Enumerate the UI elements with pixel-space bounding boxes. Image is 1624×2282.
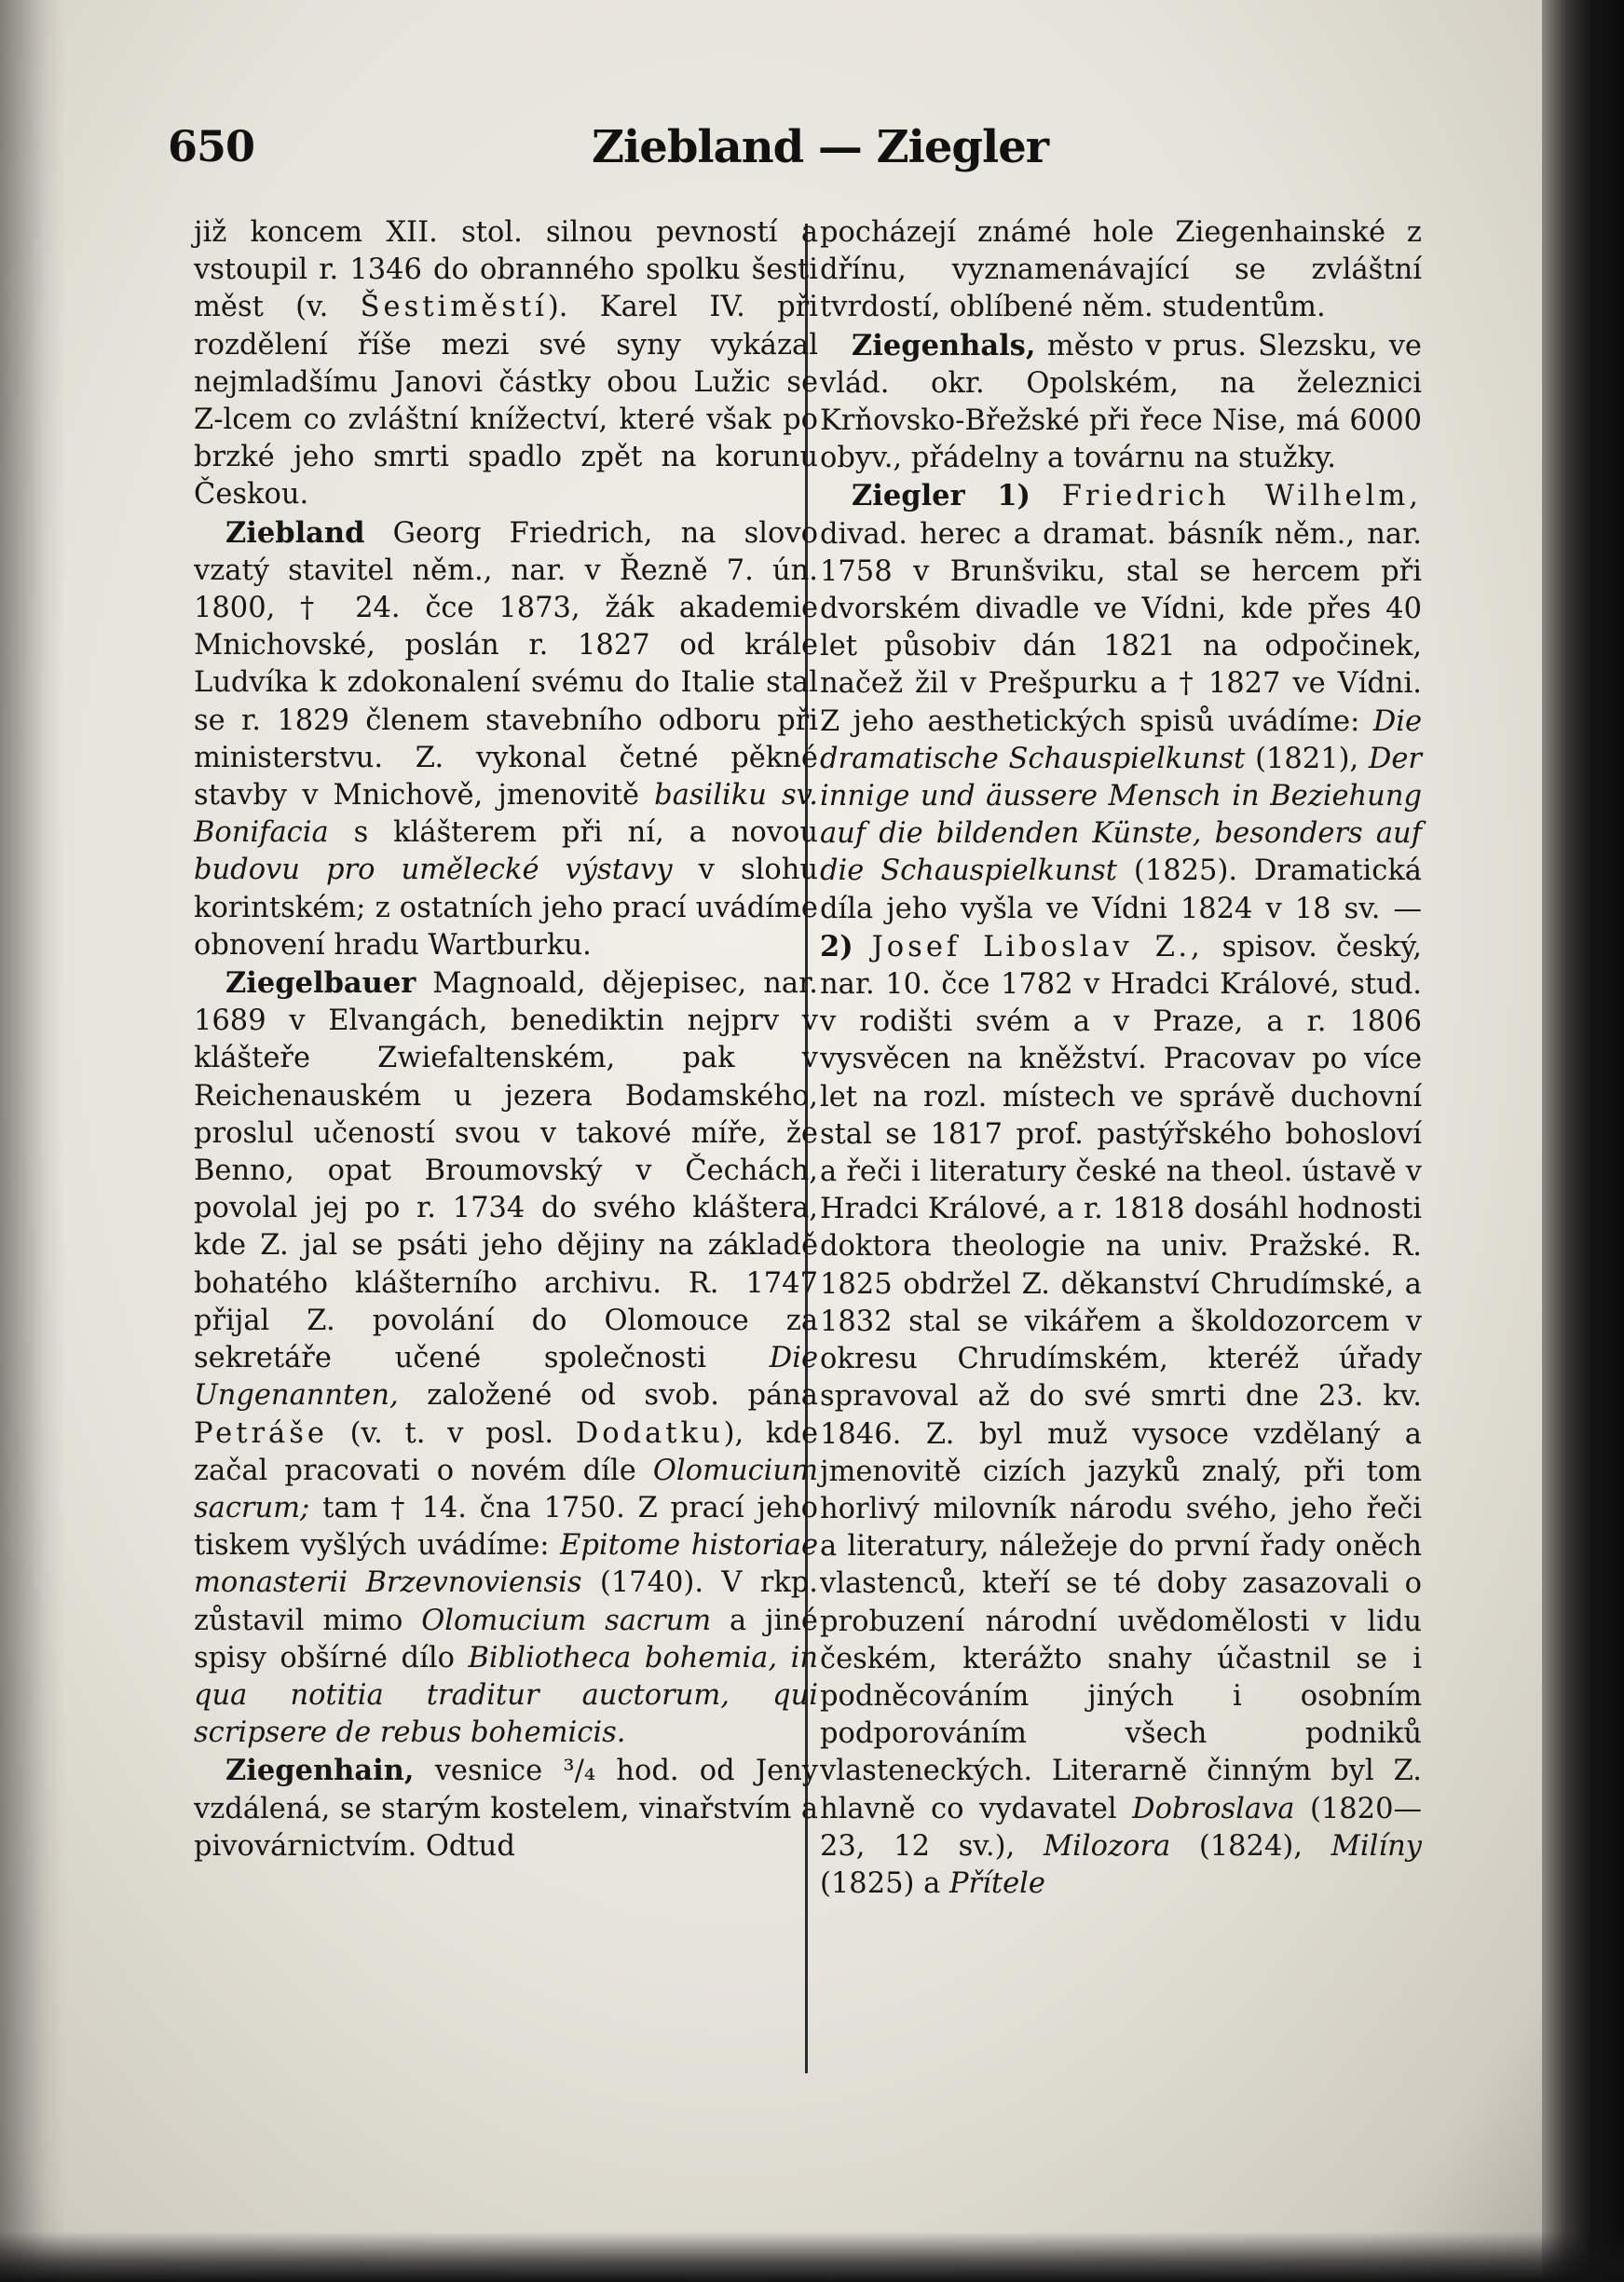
- spaced-reference: Dodatku: [575, 1416, 724, 1450]
- text: ), kde začal pracovati o novém díle: [194, 1416, 818, 1487]
- text: město v prus. Slezsku, ve vlád. okr. Opolském, na železnici Krňovsko-Břežské při řece Nise, má 6000 obyv., přádelny a továrnu na stužky.: [820, 329, 1422, 475]
- entry-ziegenhals: [820, 327, 1422, 478]
- text: pocházejí známé hole Ziegenhainské z dřínu, vyznamenávající se zvláštní tvrdostí, oblíbené něm. studentům.: [820, 216, 1422, 324]
- italic-title: basiliku sv. Bonifacia: [194, 779, 818, 850]
- text: spisov. český, nar. 10. čce 1782 v Hradci Králové, stud. v rodišti svém a v Praze, a r. 1806 vysvěcen na kněžství. Pracovav po více let na rozl. místech ve správě duchovní stal se 1817 prof. pastýřského bohosloví a řeči i literatury české na theol. ústavě v Hradci Králové, a r. 1818 dosáhl hodnosti doktora theologie na univ. Pražské. R. 1825 obdržel Z. děkanství Chrudímské, a 1832 stal se vikářem a školdozorcem v okresu Chrudímském, kteréž úřady spravoval až do své smrti dne 23. kv. 1846. Z. byl muž vysoce vzdělaný a jmenovitě cizích jazyků znalý, při tom horlivý milovník národu svého, jeho řeči a literatury, náležeje do první řady oněch vlastenců, kteří se té doby zasazovali o probuzení národní uvědomělosti v lidu českém, kterážto snahy účastnil se i podněcováním jiných i osobním podporováním všech podniků vlasteneckých. Literarně činným byl Z. hlavně co vydavatel: [820, 930, 1422, 1825]
- spaced-name: Friedrich Wilhelm,: [1061, 480, 1422, 513]
- text: Georg Friedrich, na slovo vzatý stavitel něm., nar. v Řezně 7. ún. 1800, † 24. čce 1873, žák akademie Mnichovské, poslán r. 1827 od krále Ludvíka k zdokonalení svému do Italie stal se r. 1829 členem stavebního odboru při ministerstvu. Z. vykonal četné pěkné stavby v Mnichově, jmenovitě: [194, 516, 818, 813]
- bottom-edge-shadow: [0, 2232, 1624, 2282]
- italic-title: budovu pro umělecké výstavy: [194, 854, 673, 887]
- text: (1821),: [1245, 742, 1369, 775]
- running-head: Ziebland — Ziegler: [592, 121, 1049, 173]
- italic-title: Der innige und äussere Mensch in Beziehung auf die bildenden Künste, besonders auf die Schauspielkunst: [820, 742, 1422, 888]
- left-column: [194, 214, 818, 1865]
- headword: Ziegelbauer: [225, 966, 416, 1001]
- headword: Ziebland: [225, 515, 365, 550]
- text: (1740). V rkp. zůstavil mimo: [194, 1566, 818, 1637]
- text: (v. t. v posl.: [327, 1416, 576, 1450]
- headword: Ziegler 1): [852, 479, 1030, 513]
- italic-title: Milozora: [1043, 1829, 1171, 1863]
- spaced-name: Josef Liboslav Z.,: [871, 930, 1204, 963]
- italic-title: Olomucium sacrum;: [194, 1454, 818, 1524]
- entry-ziegenhain: [194, 1752, 818, 1865]
- text: (1824),: [1170, 1829, 1331, 1863]
- italic-title: Přítele: [949, 1866, 1045, 1900]
- subentry-number: 2): [820, 929, 853, 963]
- headword: Ziegenhain,: [225, 1754, 415, 1788]
- entry-ziebland: [194, 514, 818, 964]
- continued-entry: [820, 214, 1422, 327]
- left-edge-shadow: [0, 0, 65, 2282]
- text: již koncem XII. stol. silnou pevností a vstoupil r. 1346 do obranného spolku šesti měst (v.: [194, 216, 818, 324]
- entry-ziegelbauer: [194, 964, 818, 1752]
- text: Magnoald, dějepisec, nar. 1689 v Elvangách, benediktin nejprv v klášteře Zwiefaltenském, pak v Reichenauském u jezera Bodamského, proslul učeností svou v takové míře, že Benno, opat Broumovský v Čechách, povolal jej po r. 1734 do svého kláštera, kde Z. jal se psáti jeho dějiny na základě bohatého klášterního archivu. R. 1747 přijal Z. povolání do Olomouce za sekretáře učené společnosti: [194, 967, 818, 1375]
- text: s klášterem při ní, a novou: [328, 816, 818, 850]
- spaced-reference: Petráše: [194, 1416, 328, 1450]
- entry-ziegler: [820, 477, 1422, 1903]
- text: divad. herec a dramat. básník něm., nar. 1758 v Brunšviku, stal se hercem při dvorském divadle ve Vídni, kde přes 40 let působiv dán 1821 na odpočinek, načež žil v Prešpurku a † 1827 ve Vídni. Z jeho aesthetických spisů uvádíme:: [820, 517, 1422, 738]
- text: vesnice ³/₄ hod. od Jeny vzdálená, se starým kostelem, vinařstvím a pivovárnictvím. Odtud: [194, 1755, 818, 1863]
- italic-title: Milíny: [1331, 1829, 1422, 1863]
- spaced-reference: Šestiměstí: [360, 291, 548, 324]
- right-column: [820, 214, 1422, 1903]
- italic-title: Die dramatische Schauspielkunst: [820, 704, 1422, 775]
- text: a jiné spisy obšírné dílo: [194, 1604, 818, 1674]
- text: (1820—23, 12 sv.),: [820, 1792, 1422, 1863]
- text: v slohu korintském; z ostatních jeho prací uvádíme obnovení hradu Wartburku.: [194, 854, 818, 962]
- page-header: [168, 121, 1049, 186]
- text: ). Karel IV. při rozdělení říše mezi své syny vykázal nejmladšímu Janovi částky obou Lužic se Z-lcem co zvláštní knížectví, které však po brzké jeho smrti spadlo zpět na korunu Českou.: [194, 291, 818, 512]
- headword: Ziegenhals,: [852, 328, 1036, 362]
- italic-title: Bibliotheca bohemia, in qua notitia traditur auctorum, qui scripsere de rebus bohemicis.: [194, 1641, 818, 1750]
- text: založené od svob. pána: [398, 1379, 818, 1413]
- text: (1825) a: [820, 1866, 949, 1900]
- italic-title: Epitome historiae monasterii Brzevnoviensis: [194, 1529, 818, 1600]
- italic-title: Die Ungenannten,: [194, 1342, 818, 1413]
- continued-entry: [194, 214, 818, 514]
- italic-title: Olomucium sacrum: [421, 1604, 712, 1637]
- page-number: 650: [168, 121, 255, 171]
- text: tam † 14. čna 1750. Z prací jeho tiskem vyšlých uvádíme:: [194, 1491, 818, 1563]
- right-edge-shadow: [1542, 0, 1624, 2282]
- text: (1825). Dramatická díla jeho vyšla ve Vídni 1824 v 18 sv. —: [820, 854, 1422, 925]
- italic-title: Dobroslava: [1132, 1792, 1295, 1825]
